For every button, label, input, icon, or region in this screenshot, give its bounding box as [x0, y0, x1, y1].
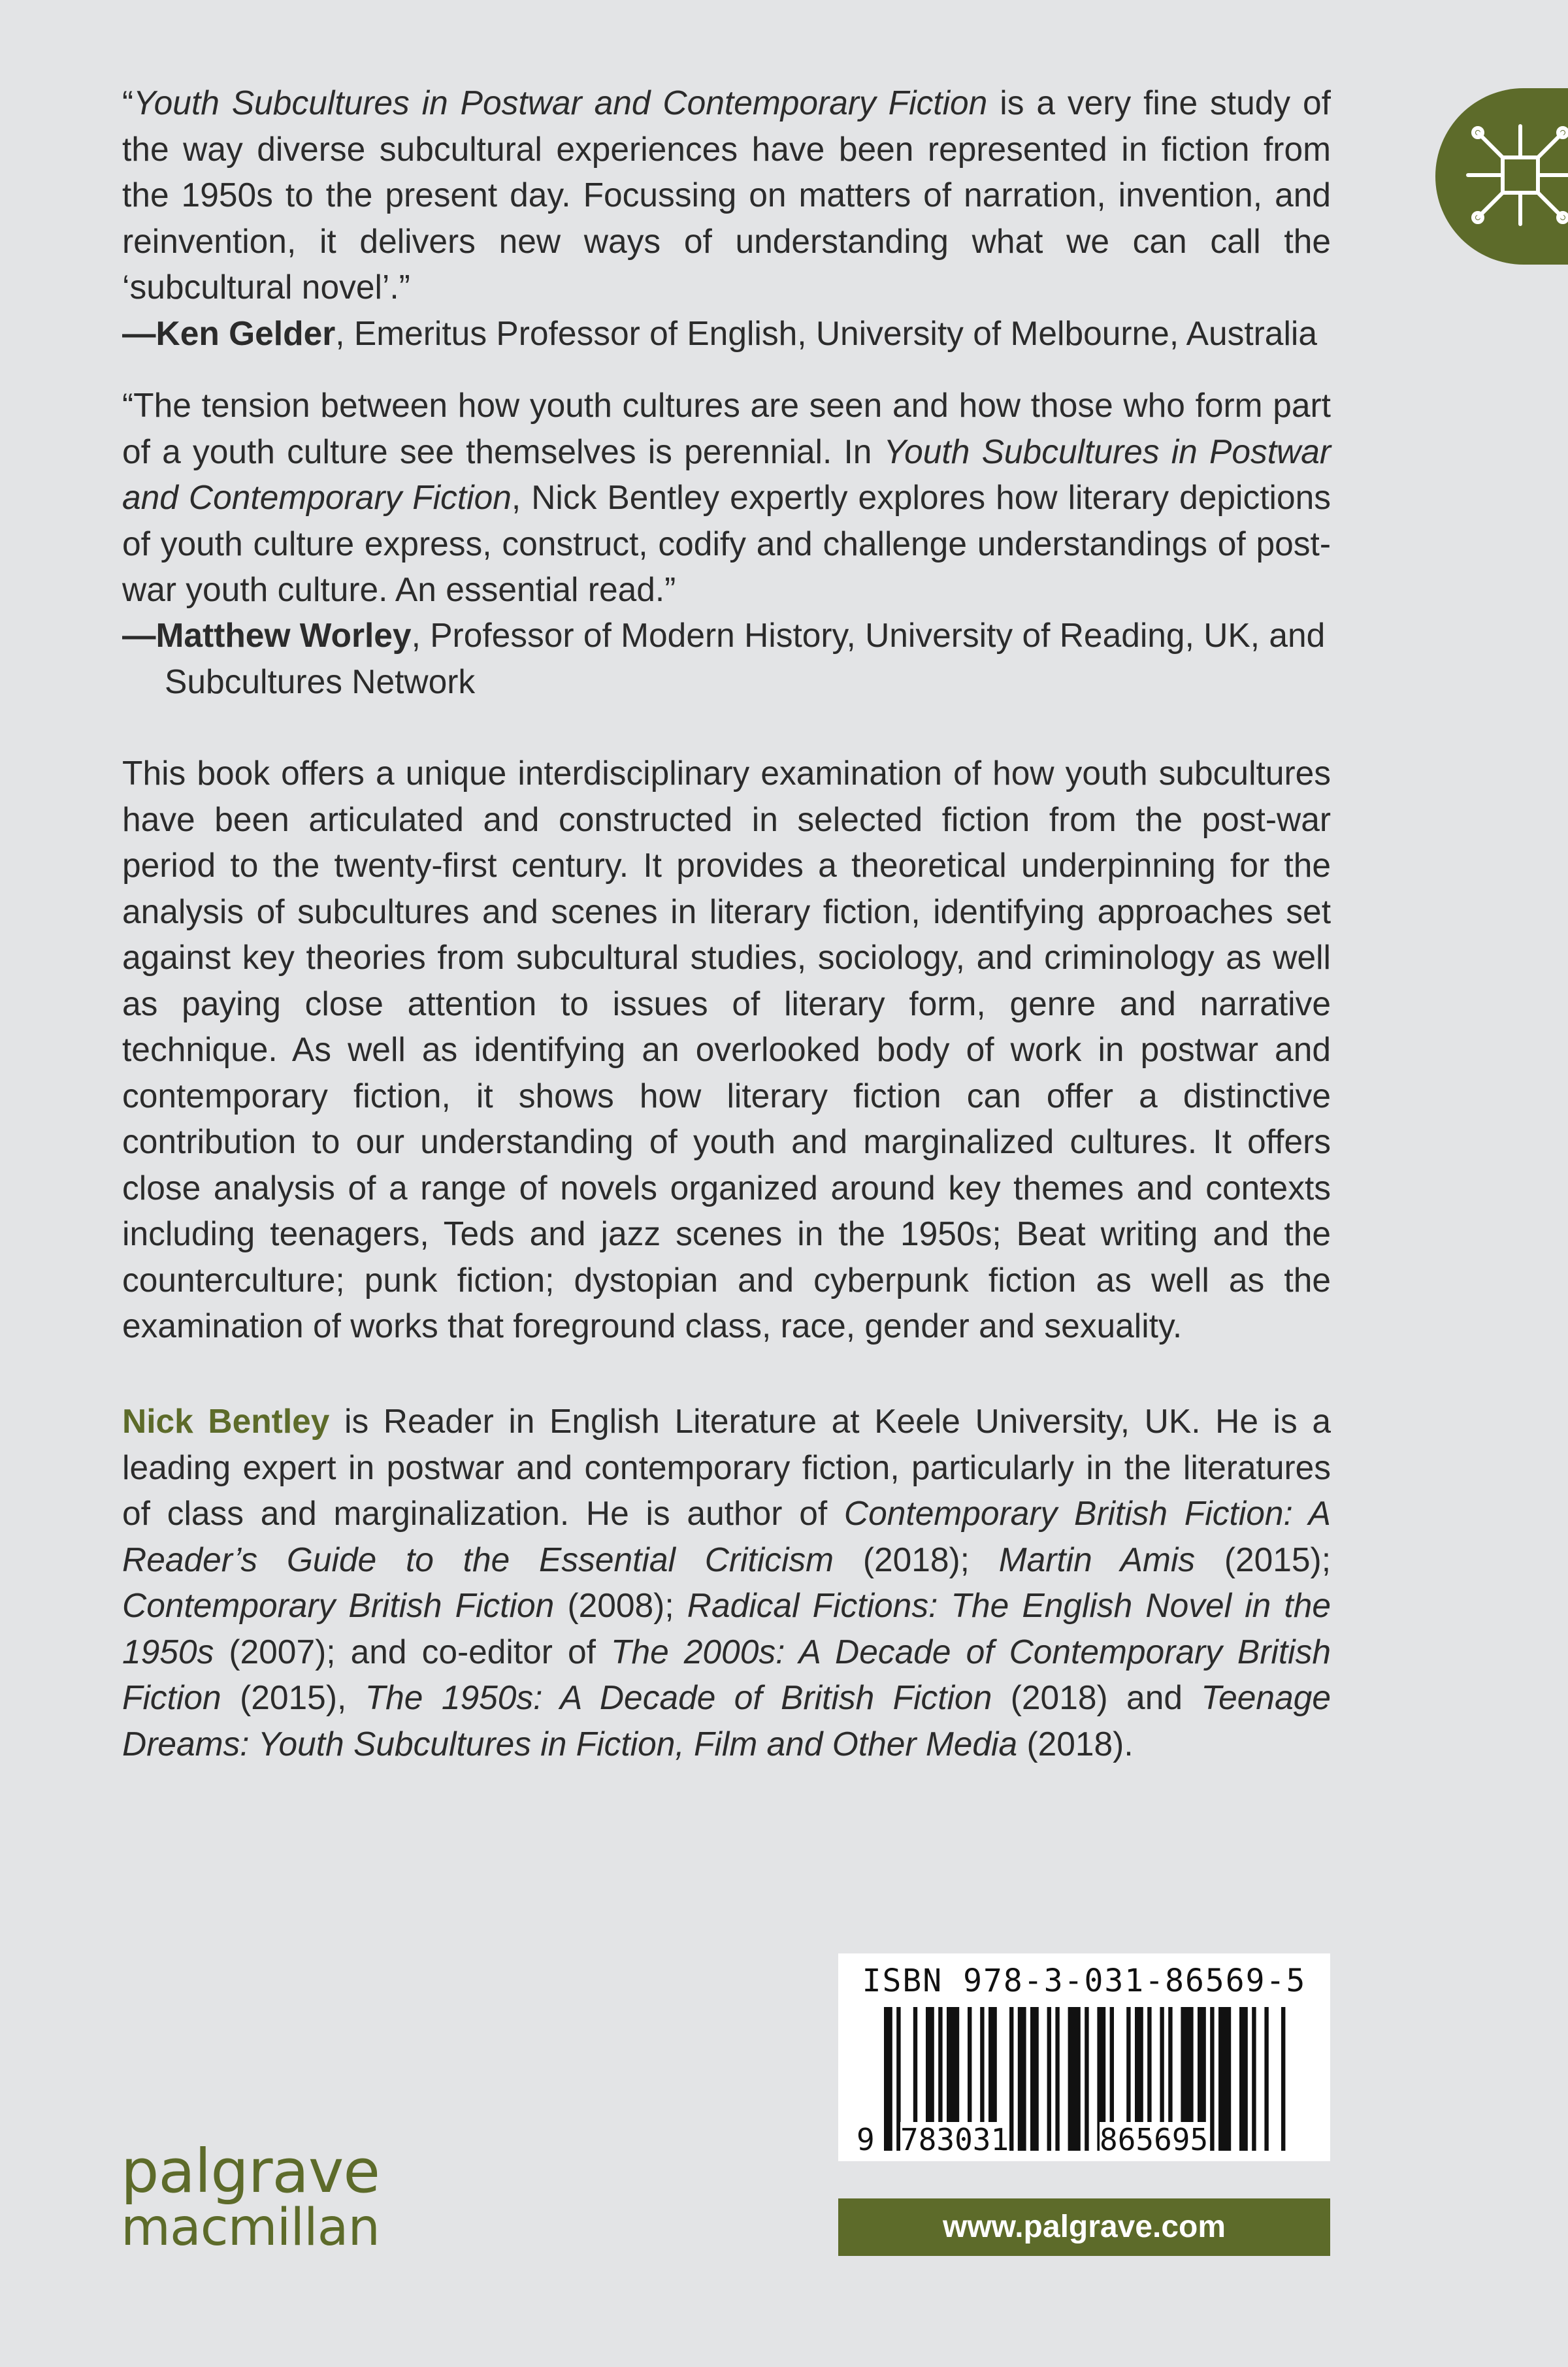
- barcode-left-digits: 783031: [900, 2122, 1009, 2157]
- quoted-book-title: Youth Subcultures in Postwar and Contemporary Fiction: [133, 84, 988, 122]
- book-title: Contemporary British Fiction: [122, 1586, 555, 1624]
- barcode-bar: [1210, 2007, 1214, 2151]
- attribution-dash: —: [122, 616, 156, 654]
- quoted-book-title: Youth Subcultures in Postwar and Contemporary Fiction: [122, 432, 1331, 516]
- book-title: Contemporary British Fiction: A Reader’s Guide to the Essential Criticism: [122, 1494, 1331, 1578]
- review-quote-1: [122, 80, 1331, 310]
- barcode-first-digit: 9: [857, 2122, 875, 2157]
- barcode-bar: [1218, 2007, 1231, 2151]
- reviewer-name: Ken Gelder: [155, 314, 336, 352]
- bio-text: (2018) and: [992, 1678, 1201, 1716]
- author-bio: [122, 1398, 1331, 1767]
- barcode-bar: [1018, 2007, 1026, 2151]
- website-url: www.palgrave.com: [942, 2210, 1226, 2244]
- barcode-bar: [1252, 2007, 1256, 2151]
- quote-text: , Nick Bentley expertly explores how literary depictions of youth culture express, construct, codify and challenge understandings of post-war youth culture. An essential read.”: [122, 478, 1331, 608]
- author-name: Nick Bentley: [122, 1402, 330, 1440]
- barcode-bar: [1068, 2007, 1081, 2151]
- publisher-logo-line2: macmillan: [121, 2198, 380, 2257]
- bio-text: (2015),: [221, 1678, 365, 1716]
- bio-text: (2008);: [554, 1586, 687, 1624]
- website-bar: [838, 2198, 1330, 2256]
- barcode-bar: [1009, 2007, 1013, 2151]
- barcode-panel: [838, 1953, 1330, 2161]
- book-title: Martin Amis: [998, 1540, 1196, 1578]
- bio-text: is Reader in English Literature at Keele University, UK. He is a leading expert in postwar and contemporary fiction, particularly in the literatures of class and marginalization. He is author of: [122, 1402, 1331, 1532]
- barcode-bar: [1239, 2007, 1248, 2151]
- barcode-bar: [1047, 2007, 1051, 2151]
- series-emblem: [1435, 88, 1568, 265]
- book-description: [122, 750, 1331, 1349]
- barcode-bar: [1281, 2007, 1285, 2151]
- publisher-logo-line1: palgrave: [121, 2136, 380, 2206]
- reviewer-affiliation: , Professor of Modern History, University of Reading, UK, and Subcultures Network: [165, 616, 1326, 700]
- barcode-bar: [1030, 2007, 1039, 2151]
- book-title: The 2000s: A Decade of Contemporary British Fiction: [122, 1632, 1331, 1716]
- bio-text: (2007); and co-editor of: [214, 1632, 611, 1671]
- quote-text: “The tension between how youth cultures are seen and how those who form part of a youth culture see themselves is perennial. In: [122, 386, 1331, 470]
- barcode-bar: [1055, 2007, 1059, 2151]
- review-quote-2: [122, 382, 1331, 613]
- publisher-logo: [121, 2136, 380, 2257]
- reviewer-name: Matthew Worley: [155, 616, 412, 654]
- book-title: The 1950s: A Decade of British Fiction: [365, 1678, 992, 1716]
- barcode-right-digits: 865695: [1100, 2122, 1209, 2157]
- attribution-dash: —: [122, 314, 156, 352]
- book-title: Teenage Dreams: Youth Subcultures in Fiction, Film and Other Media: [122, 1678, 1331, 1763]
- open-quote: “: [122, 84, 134, 122]
- reviewer-affiliation: , Emeritus Professor of English, University of Melbourne, Australia: [335, 314, 1317, 352]
- bio-text: (2018).: [1017, 1724, 1134, 1763]
- circuit-emblem-icon: [1458, 113, 1568, 237]
- quote-text: is a very fine study of the way diverse subcultural experiences have been represented in fiction from the 1950s to the present day. Focussing on matters of narration, invention, and reinvention, it delivers new ways of understanding what we can call the ‘subcultural novel’.”: [122, 84, 1331, 306]
- book-title: Radical Fictions: The English Novel in the 1950s: [122, 1586, 1331, 1671]
- description-paragraph: This book offers a unique interdisciplinary examination of how youth subcultures have been articulated and constructed in selected fiction from the post-war period to the twenty-first century. It provides a theoretical underpinning for the analysis of subcultures and scenes in literary fiction, identifying approaches set against key theories from subcultural studies, sociology, and criminology as well as paying close attention to issues of literary form, genre and narrative technique. As well as identifying an overlooked body of work in postwar and contemporary fiction, it shows how literary fiction can offer a distinctive contribution to our understanding of youth and marginalized cultures. It offers close analysis of a range of novels organized around key themes and contexts including teenagers, Teds and jazz scenes in the 1950s; Beat writing and the counterculture; punk fiction; dystopian and cyberpunk fiction as well as the examination of works that foreground class, race, gender and sexuality.: [122, 754, 1331, 1345]
- barcode-bar: [1264, 2007, 1268, 2151]
- bio-text: (2015);: [1195, 1540, 1331, 1578]
- bio-text: (2018);: [834, 1540, 999, 1578]
- barcode-bar: [1085, 2007, 1088, 2151]
- barcode-bar: [884, 2007, 892, 2151]
- isbn-label: ISBN 978-3-031-86569-5: [862, 1963, 1307, 1999]
- review-attribution-2: [122, 612, 1373, 704]
- review-attribution-1: [122, 310, 1373, 357]
